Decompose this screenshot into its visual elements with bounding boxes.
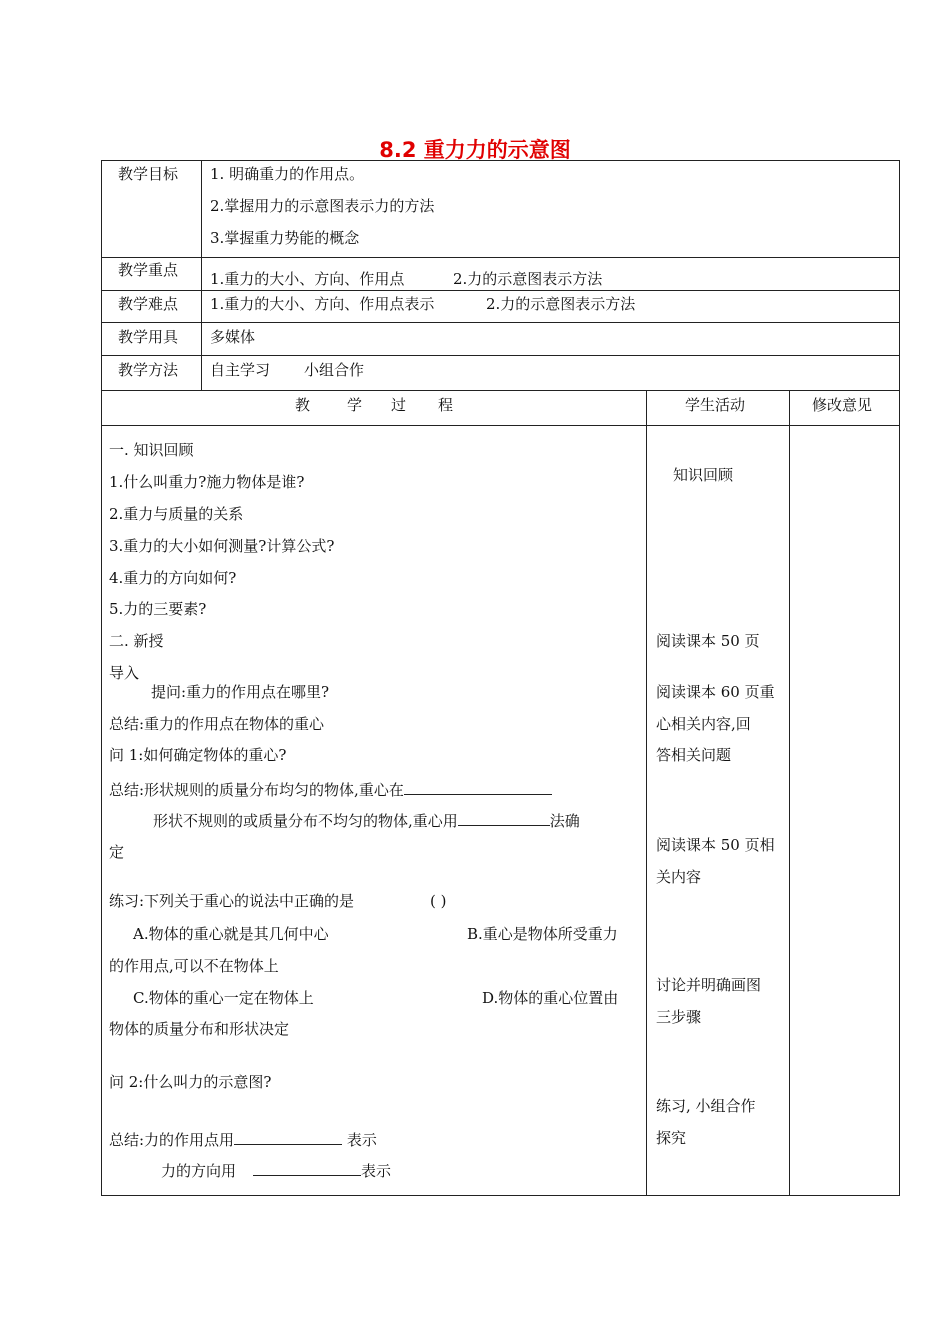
row-divider (101, 355, 900, 356)
student-column-divider (646, 390, 647, 1195)
row-divider (101, 290, 900, 291)
student-activity: 阅读课本 50 页 (656, 632, 760, 650)
student-activity: 阅读课本 60 页重 (656, 683, 775, 701)
student-activity: 知识回顾 (673, 466, 734, 484)
difficulty-b: 2.力的示意图表示方法 (486, 295, 636, 313)
method-label: 教学方法 (118, 361, 179, 379)
row-divider (101, 322, 900, 323)
question-1: 问 1:如何确定物体的重心? (109, 746, 287, 764)
new-lesson-title: 二. 新授 (109, 632, 164, 650)
tools-label: 教学用具 (118, 328, 179, 346)
student-activity: 练习, 小组合作 (656, 1097, 756, 1115)
option-a: A.物体的重心就是其几何中心 (133, 925, 329, 943)
summary-4: 总结:力的作用点用 表示 (109, 1131, 377, 1149)
goal-line-1: 1. 明确重力的作用点。 (210, 165, 365, 183)
student-activity: 探究 (656, 1129, 687, 1147)
header-char: 学 (347, 396, 363, 414)
method-a: 自主学习 (210, 361, 271, 379)
student-activity: 心相关内容,回 (656, 715, 751, 733)
revision-column-divider (789, 390, 790, 1195)
intro: 导入 (109, 664, 140, 682)
option-d-cont: 物体的质量分布和形状决定 (109, 1020, 290, 1038)
header-char: 程 (438, 396, 454, 414)
question-2: 问 2:什么叫力的示意图? (109, 1073, 272, 1091)
header-char: 教 (295, 396, 311, 414)
review-title: 一. 知识回顾 (109, 441, 194, 459)
option-d: D.物体的重心位置由 (482, 989, 619, 1007)
student-activity: 关内容 (656, 868, 702, 886)
review-q4: 4.重力的方向如何? (109, 569, 237, 587)
table-border-right (899, 160, 900, 1195)
method-b: 小组合作 (304, 361, 365, 379)
row-divider (101, 390, 900, 391)
summary-1: 总结:重力的作用点在物体的重心 (109, 715, 325, 733)
review-q1: 1.什么叫重力?施力物体是谁? (109, 473, 305, 491)
row-divider (101, 257, 900, 258)
focus-label: 教学重点 (118, 261, 179, 279)
student-activity: 三步骤 (656, 1008, 702, 1026)
goal-label: 教学目标 (118, 165, 179, 183)
header-char: 过 (391, 396, 407, 414)
difficulty-a: 1.重力的大小、方向、作用点表示 (210, 295, 435, 313)
student-activity-header: 学生活动 (685, 396, 746, 414)
option-c: C.物体的重心一定在物体上 (133, 989, 314, 1007)
student-activity: 答相关问题 (656, 746, 732, 764)
table-border-left (101, 160, 102, 1195)
table-border-bottom (101, 1195, 900, 1196)
difficulty-label: 教学难点 (118, 295, 179, 313)
fill-blank (404, 779, 552, 795)
table-border-top (101, 160, 900, 161)
revision-header: 修改意见 (812, 396, 873, 414)
focus-a: 1.重力的大小、方向、作用点 (210, 270, 405, 288)
fill-blank (253, 1160, 361, 1176)
row-divider (101, 425, 900, 426)
summary-5: 力的方向用 表示 (161, 1162, 392, 1180)
exercise: 练习:下列关于重心的说法中正确的是 (109, 892, 355, 910)
answer-paren: ( ) (430, 892, 447, 910)
student-activity: 讨论并明确画图 (656, 976, 762, 994)
summary-3: 形状不规则的或质量分布不均匀的物体,重心用 法确 (153, 812, 580, 830)
fill-blank (458, 810, 550, 826)
option-b-cont: 的作用点,可以不在物体上 (109, 957, 279, 975)
page-title: 8.2 重力力的示意图 (379, 138, 571, 162)
focus-b: 2.力的示意图表示方法 (453, 270, 603, 288)
review-q2: 2.重力与质量的关系 (109, 505, 244, 523)
review-q3: 3.重力的大小如何测量?计算公式? (109, 537, 335, 555)
question-ask: 提问:重力的作用点在哪里? (151, 683, 330, 701)
tools-value: 多媒体 (210, 328, 256, 346)
summary-2: 总结:形状规则的质量分布均匀的物体,重心在 (109, 779, 552, 799)
fill-blank (234, 1129, 342, 1145)
review-q5: 5.力的三要素? (109, 600, 207, 618)
student-activity: 阅读课本 50 页相 (656, 836, 775, 854)
label-column-divider (201, 160, 202, 390)
option-b: B.重心是物体所受重力 (467, 925, 618, 943)
goal-line-2: 2.掌握用力的示意图表示力的方法 (210, 197, 435, 215)
summary-3-end: 定 (109, 843, 125, 861)
goal-line-3: 3.掌握重力势能的概念 (210, 229, 360, 247)
